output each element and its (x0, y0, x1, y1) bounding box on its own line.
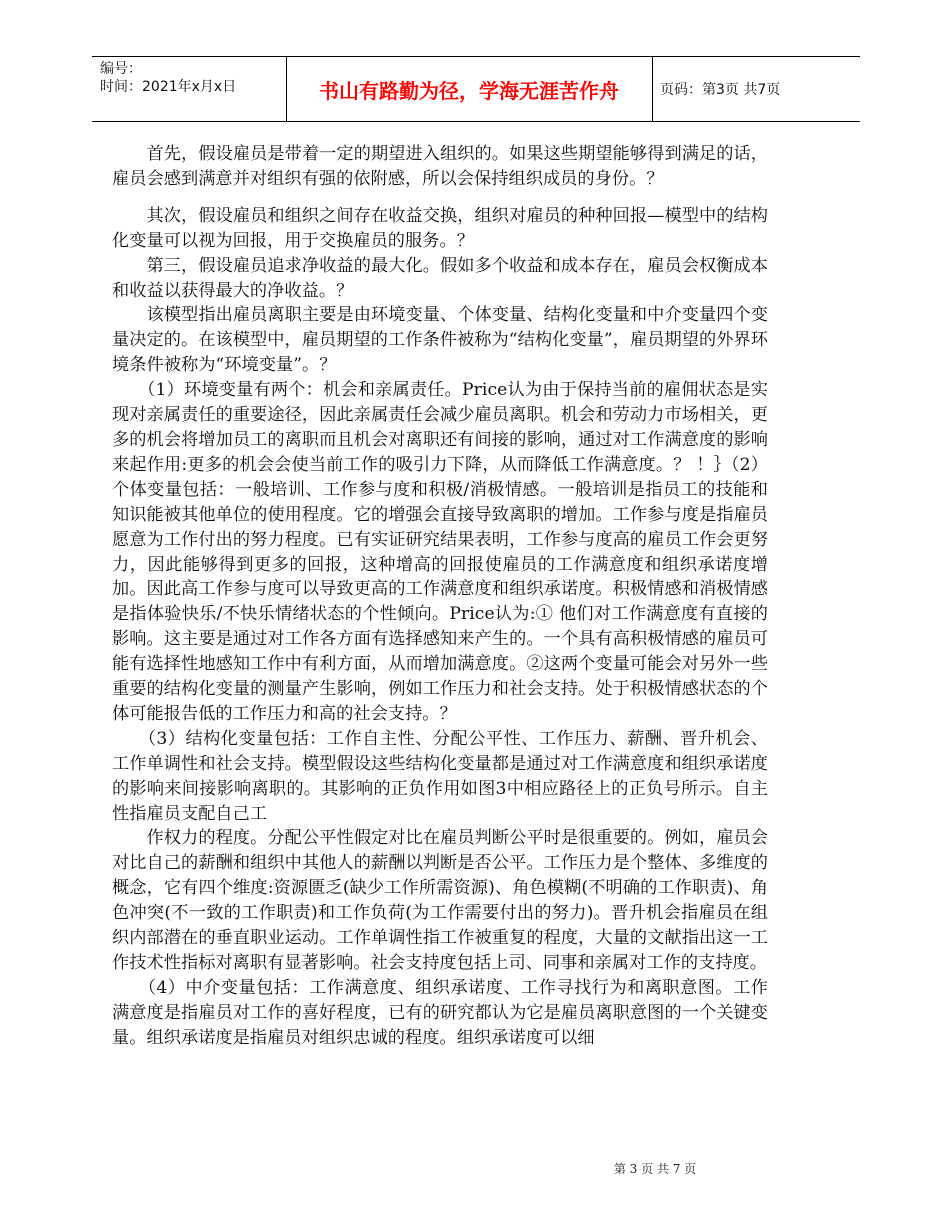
paragraph: 第三，假设雇员追求净收益的最大化。假如多个收益和成本存在，雇员会权衡成本和收益以获得最大的净收益。？ (112, 255, 768, 301)
paragraph: 其次，假设雇员和组织之间存在收益交换，组织对雇员的种种回报—模型中的结构化变量可以视为回报，用于交换雇员的服务。？ (112, 205, 768, 251)
page-footer: 第 3 页 共 7 页 (613, 1162, 697, 1176)
paragraph: 首先，假设雇员是带着一定的期望进入组织的。如果这些期望能够得到满足的话，雇员会感到满意并对组织有强的依附感，所以会保持组织成员的身份。？ (112, 144, 768, 189)
paragraph: （4）中介变量包括：工作满意度、组织承诺度、工作寻找行为和离职意图。工作满意度是指雇员对工作的喜好程度，已有的研究都认为它是雇员离职意图的一个关键变量。组织承诺度是指雇员对组织忠诚的程度。组织承诺度可以细 (112, 977, 768, 1048)
document-time-label: 时间：2021年x月x日 (100, 79, 237, 95)
paragraph: （3）结构化变量包括：工作自主性、分配公平性、工作压力、薪酬、晋升机会、工作单调性和社会支持。模型假设这些结构化变量都是通过对工作满意度和组织承诺度的影响来间接影响离职的。其影响的正负作用如图3中相应路径上的正负号所示。自主性指雇员支配自己工 (112, 728, 768, 824)
header-motto: 书山有路勤为径，学海无涯苦作舟 (319, 78, 619, 103)
paragraph: （1）环境变量有两个：机会和亲属责任。Price认为由于保持当前的雇佣状态是实现对亲属责任的重要途径，因此亲属责任会减少雇员离职。机会和劳动力市场相关，更多的机会将增加员工的离职而且机会对离职还有间接的影响，通过对工作满意度的影响来起作用:更多的机会会使当前工作的吸引力下降，从而降低工作满意度。？ ！｝（2）个体变量包括：一般培训、工作参与度和积极/消极情感。一般培训是指员工的技能和知识能被其他单位的使用程度。它的增强会直接导致离职的增加。工作参与度是指雇员愿意为工作付出的努力程度。已有实证研究结果表明，工作参与度高的雇员工作会更努力，因此能够得到更多的回报，这种增高的回报使雇员的工作满意度和组织承诺度增加。因此高工作参与度可以导致更高的工作满意度和组织承诺度。积极情感和消极情感是指体验快乐/不快乐情绪状态的个性倾向。Price认为:① 他们对工作满意度有直接的影响。这主要是通过对工作各方面有选择感知来产生的。一个具有高积极情感的雇员可能有选择性地感知工作中有利方面，从而增加满意度。②这两个变量可能会对另外一些重要的结构化变量的测量产生影响，例如工作压力和社会支持。处于积极情感状态的个体可能报告低的工作压力和高的社会支持。？ (112, 380, 768, 724)
document-code-label: 编号： (100, 61, 142, 77)
paragraph: 作权力的程度。分配公平性假定对比在雇员判断公平时是很重要的。例如，雇员会对比自己的薪酬和组织中其他人的薪酬以判断是否公平。工作压力是个整体、多维度的概念，它有四个维度:资源匮乏(缺少工作所需资源)、角色模糊(不明确的工作职责)、角色冲突(不一致的工作职责)和工作负荷(为工作需要付出的努力)。晋升机会指雇员在组织内部潜在的垂直职业运动。工作单调性指工作被重复的程度，大量的文献指出这一工作技术性指标对离职有显著影响。社会支持度包括上司、同事和亲属对工作的支持度。 (112, 828, 768, 973)
paragraph: 该模型指出雇员离职主要是由环境变量、个体变量、结构化变量和中介变量四个变量决定的。在该模型中，雇员期望的工作条件被称为“结构化变量”，雇员期望的外界环境条件被称为“环境变量”。？ (112, 305, 768, 376)
header-page-number: 页码：第3页 共7页 (660, 82, 781, 98)
header-meta (100, 60, 236, 96)
header-divider-right (652, 56, 653, 122)
document-body (112, 142, 768, 1051)
